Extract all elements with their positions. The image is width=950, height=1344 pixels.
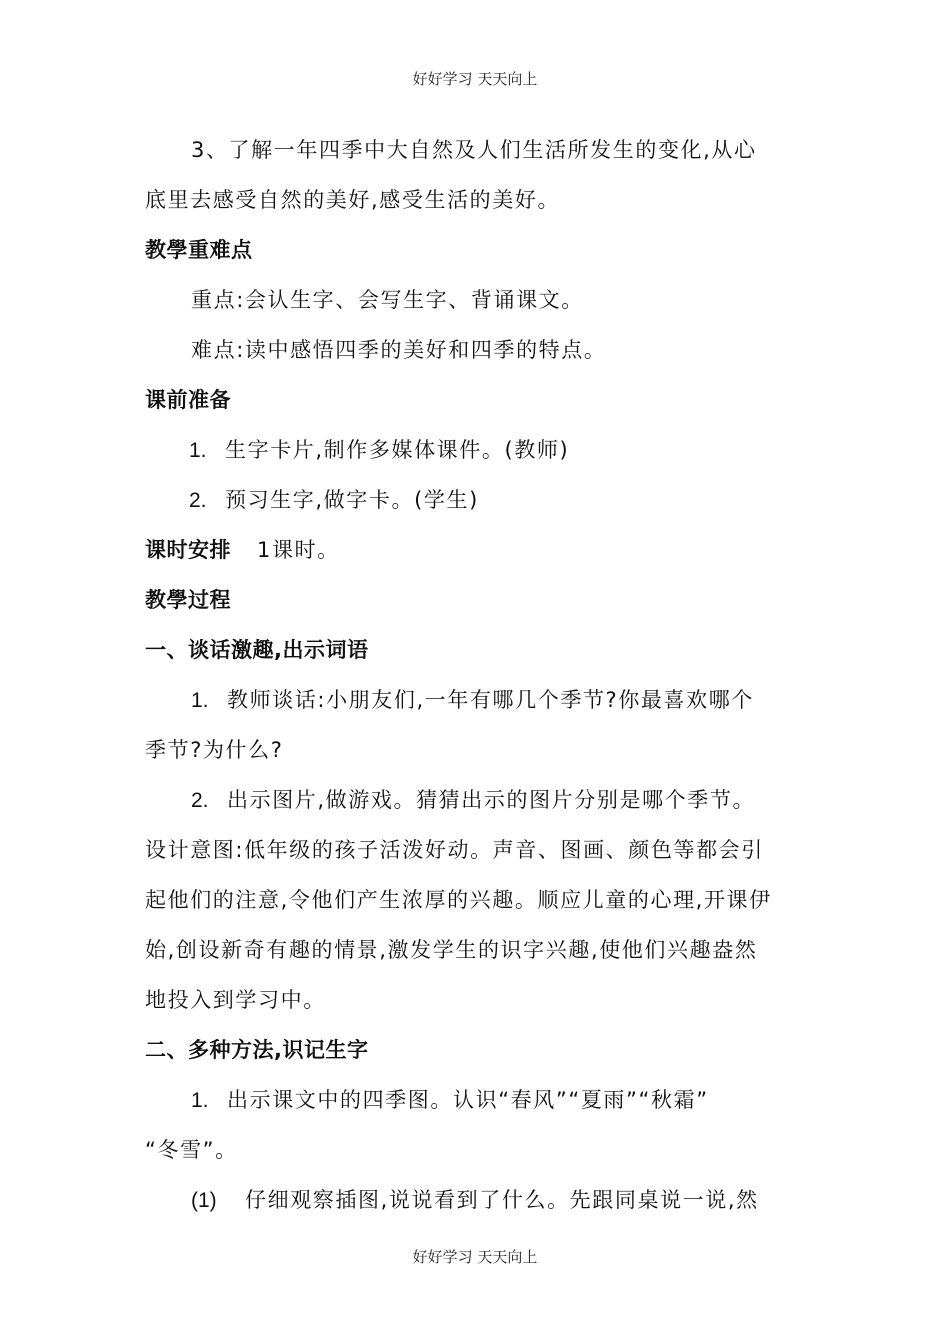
design-intent-line-2: 起他们的注意,令他们产生浓厚的兴趣。顺应儿童的心理,开课伊: [145, 888, 772, 912]
prep-item-2: [145, 475, 810, 525]
section-2-item-1-line-2: “冬雪”。: [145, 1138, 238, 1162]
item-text: 教师谈话:小朋友们,一年有哪几个季节?你最喜欢哪个: [227, 688, 754, 712]
section-1-item-2: [145, 775, 810, 825]
prep-item-number: 1.: [189, 439, 207, 462]
section-2-item-1-line-1: [145, 1075, 810, 1125]
document-body: [145, 125, 810, 1225]
objective-3-line-1: 3、了解一年四季中大自然及人们生活所发生的变化,从心: [191, 138, 757, 162]
design-intent-line-1: 设计意图:低年级的孩子活泼好动。声音、图画、颜色等都会引: [145, 838, 764, 862]
schedule-value: 1课时。: [257, 538, 340, 562]
design-intent-line-3: 始,创设新奇有趣的情景,激发学生的识字兴趣,使他们兴趣盎然: [145, 938, 758, 962]
item-text: 出示课文中的四季图。认识“春风”“夏雨”“秋霜”: [227, 1088, 709, 1112]
section-1-item-1-line-1: [145, 675, 810, 725]
schedule-line: [145, 525, 810, 575]
prep-item-1: [145, 425, 810, 475]
section-1-heading: 一、谈话激趣,出示词语: [145, 638, 369, 662]
heading-difficulty: 教學重难点: [145, 238, 253, 262]
page-header: 好好学习 天天向上: [412, 70, 538, 88]
objective-3-line-2: 底里去感受自然的美好,感受生活的美好。: [145, 188, 561, 212]
schedule-label: 课时安排: [145, 538, 231, 562]
prep-item-number: 2.: [189, 489, 207, 512]
sub-item-text: 仔细观察插图,说说看到了什么。先跟同桌说一说,然: [245, 1188, 759, 1212]
page-footer: 好好学习 天天向上: [412, 1248, 538, 1266]
section-1-item-1-line-2: 季节?为什么?: [145, 738, 284, 762]
prep-item-text: 预习生字,做字卡。(学生): [225, 488, 479, 512]
prep-item-text: 生字卡片,制作多媒体课件。(教师): [225, 438, 570, 462]
heading-process: 教學过程: [145, 588, 231, 612]
heading-preparation: 课前准备: [145, 388, 231, 412]
section-2-sub-1: [145, 1175, 810, 1225]
key-point: 重点:会认生字、会写生字、背诵课文。: [191, 288, 584, 312]
difficult-point: 难点:读中感悟四季的美好和四季的特点。: [191, 338, 607, 362]
section-2-heading: 二、多种方法,识记生字: [145, 1038, 369, 1062]
item-number: 1.: [191, 1089, 209, 1112]
design-intent-line-4: 地投入到学习中。: [145, 988, 326, 1012]
item-number: 1.: [191, 689, 209, 712]
item-text: 出示图片,做游戏。猜猜出示的图片分别是哪个季节。: [227, 788, 756, 812]
sub-item-number: (1): [191, 1189, 217, 1212]
item-number: 2.: [191, 789, 209, 812]
